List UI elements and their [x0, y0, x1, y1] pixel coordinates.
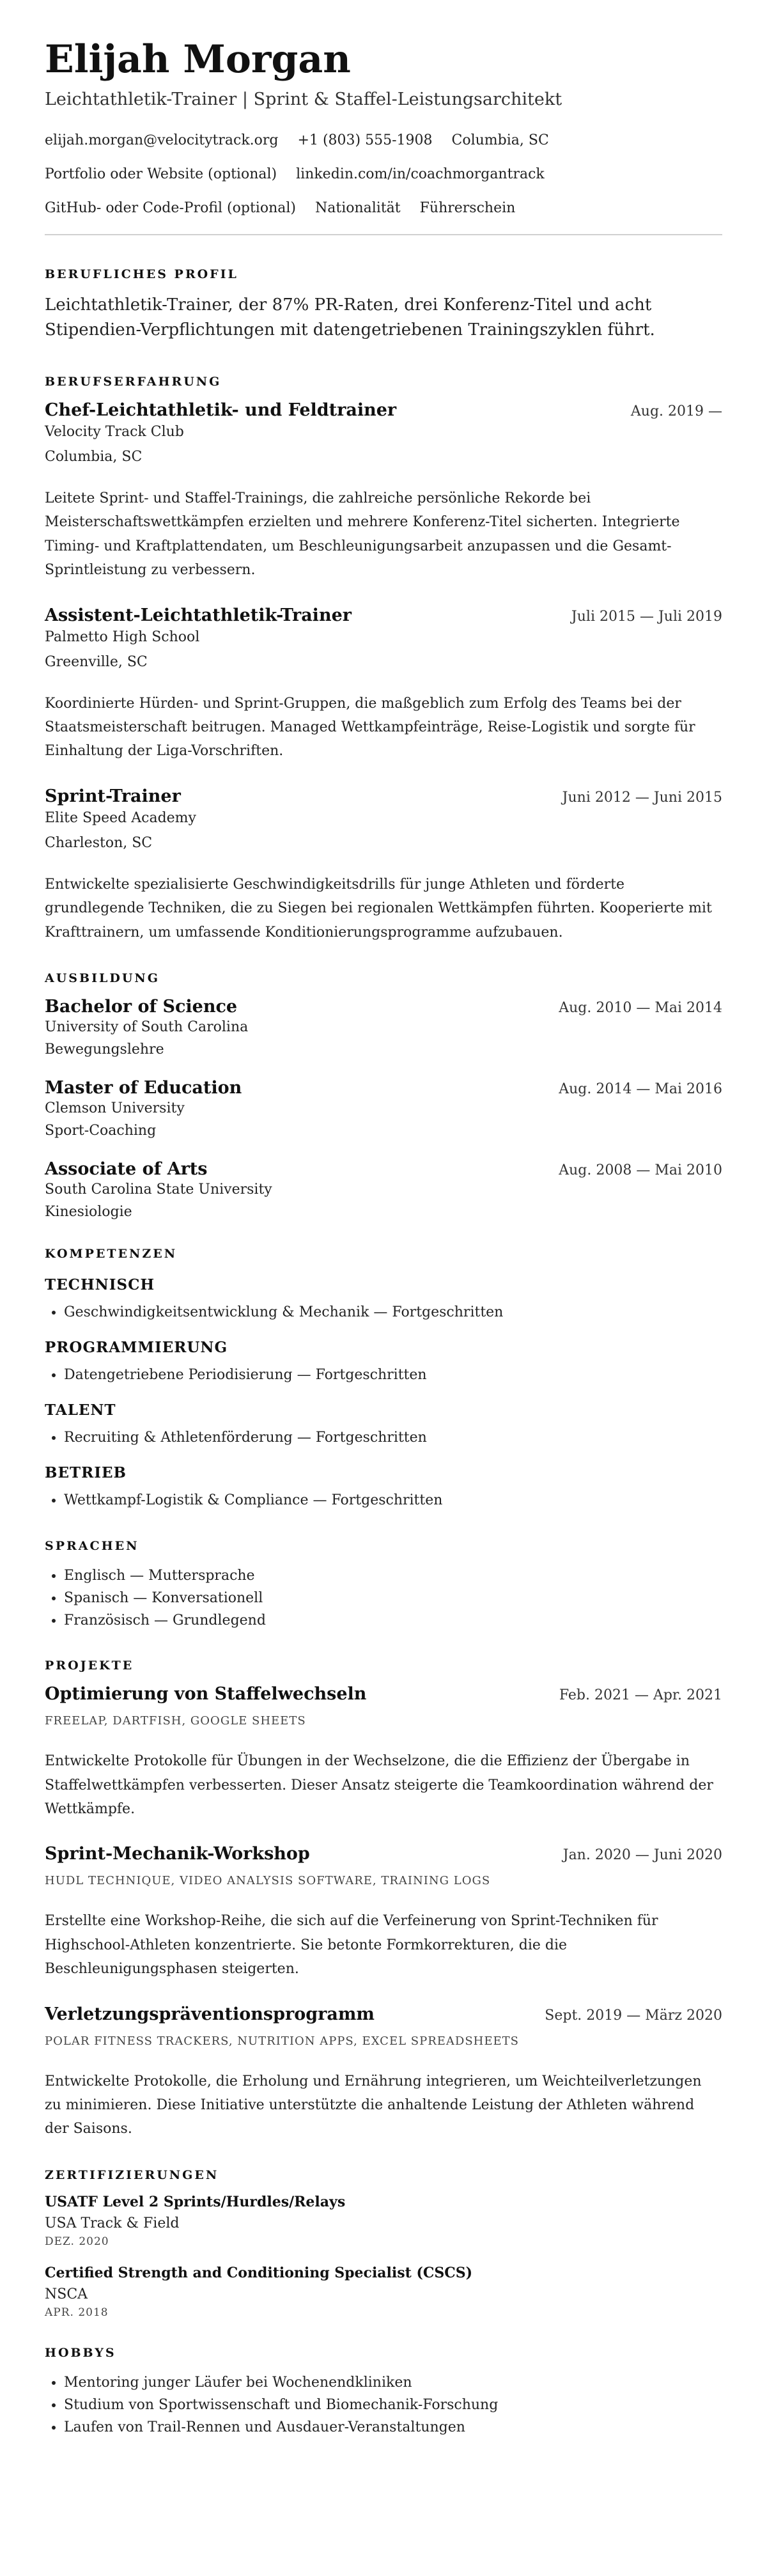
project-description: Entwickelte Protokolle für Übungen in der Wechselzone, die die Effizienz der Übergabe in Staffelwettkämpfen verbesserten. Dieser Ansatz steigerte die Teamkoordination während der Wettkämpfe.: [45, 1753, 713, 1817]
summary-section: [45, 267, 722, 343]
skill-category: TALENT: [45, 1401, 116, 1419]
resume-header: [45, 38, 722, 216]
project-date: Feb. 2021 — Apr. 2021: [559, 1687, 722, 1704]
job-date: Aug. 2019 —: [630, 403, 722, 419]
school-name: South Carolina State University: [45, 1181, 272, 1198]
contact-github[interactable]: GitHub- oder Code-Profil (optional): [45, 200, 296, 216]
education-section: [45, 971, 722, 1220]
skill-item: • Geschwindigkeitsentwicklung & Mechanik — Fortgeschritten: [64, 1301, 722, 1323]
skill-list: [45, 1364, 722, 1386]
cert-name: USATF Level 2 Sprints/Hurdles/Relays: [45, 2193, 346, 2210]
contact-nationality: Nationalität: [315, 200, 401, 216]
project-name: Verletzungspräventionsprogramm: [45, 2004, 375, 2024]
degree-title: Bachelor of Science: [45, 996, 238, 1017]
summary-text: Leichtathletik-Trainer, der 87% PR-Raten, drei Konferenz-Titel und acht Stipendien-Verpflichtungen mit datengetriebenen Trainingszyklen führt.: [45, 295, 655, 340]
project-date: Sept. 2019 — März 2020: [545, 2007, 722, 2024]
project-entry: [45, 2004, 722, 2141]
job-description: Leitete Sprint- und Staffel-Trainings, die zahlreiche persönliche Rekorde bei Meisterschaftswettkämpfen erzielten und mehrere Konferenz-Titel sicherten. Integrierte Timing- und Kraftplattendaten, um Beschleunigungsarbeit anzupassen und die Gesamt-Sprintleistung zu verbessern.: [45, 490, 680, 579]
project-description: Entwickelte Protokolle, die Erholung und Ernährung integrieren, um Weichteilverletzungen zu minimieren. Diese Initiative unterstützte die anhaltende Leistung der Athleten während der Saisons.: [45, 2073, 702, 2137]
summary-title: BERUFLICHES PROFIL: [45, 267, 238, 281]
languages-title: SPRACHEN: [45, 1538, 139, 1553]
skill-category: BETRIEB: [45, 1464, 127, 1482]
education-entry: [45, 1078, 722, 1139]
job-date: Juni 2012 — Juni 2015: [562, 789, 722, 806]
hobby-item: • Studium von Sportwissenschaft und Biomechanik-Forschung: [64, 2394, 722, 2416]
experience-title: BERUFSERFAHRUNG: [45, 375, 222, 389]
headline: Leichtathletik-Trainer | Sprint & Staffel-Leistungsarchitekt: [45, 90, 562, 109]
education-entry: [45, 1159, 722, 1220]
project-entry: [45, 1844, 722, 1981]
project-name: Optimierung von Staffelwechseln: [45, 1684, 367, 1705]
school-name: Clemson University: [45, 1100, 185, 1116]
candidate-name: Elijah Morgan: [45, 37, 351, 82]
project-name: Sprint-Mechanik-Workshop: [45, 1844, 310, 1864]
skill-list: [45, 1426, 722, 1449]
job-title: Chef-Leichtathletik- und Feldtrainer: [45, 400, 397, 420]
degree-title: Master of Education: [45, 1077, 242, 1098]
contact-linkedin[interactable]: linkedin.com/in/coachmorgantrack: [296, 166, 545, 182]
contact-phone[interactable]: +1 (803) 555-1908: [297, 132, 433, 148]
cert-date: APR. 2018: [45, 2306, 109, 2319]
projects-title: PROJEKTE: [45, 1659, 134, 1673]
languages-section: [45, 1539, 722, 1632]
certifications-title: ZERTIFIZIERUNGEN: [45, 2167, 219, 2182]
experience-entry: [45, 786, 722, 944]
certification-entry: [45, 2194, 722, 2248]
job-location: Columbia, SC: [45, 449, 143, 465]
degree-title: Associate of Arts: [45, 1159, 208, 1179]
job-employer: Elite Speed Academy: [45, 809, 196, 826]
skill-item: • Wettkampf-Logistik & Compliance — Fortgeschritten: [64, 1489, 722, 1511]
contact-row-1: [45, 132, 722, 148]
skill-item: • Recruiting & Athletenförderung — Fortgeschritten: [64, 1426, 722, 1449]
contact-portfolio[interactable]: Portfolio oder Website (optional): [45, 166, 277, 182]
contact-location: Columbia, SC: [451, 132, 549, 148]
hobby-item: • Mentoring junger Läufer bei Wochenendkliniken: [64, 2371, 722, 2394]
experience-section: [45, 375, 722, 944]
hobby-list: [45, 2371, 722, 2439]
school-name: University of South Carolina: [45, 1019, 249, 1035]
project-tech: POLAR FITNESS TRACKERS, NUTRITION APPS, EXCEL SPREADSHEETS: [45, 2034, 519, 2048]
study-field: Kinesiologie: [45, 1203, 132, 1220]
job-employer: Palmetto High School: [45, 628, 200, 645]
job-date: Juli 2015 — Juli 2019: [571, 608, 722, 625]
skills-title: KOMPETENZEN: [45, 1246, 178, 1261]
hobbies-section: [45, 2346, 722, 2439]
job-location: Charleston, SC: [45, 834, 153, 851]
study-field: Sport-Coaching: [45, 1122, 157, 1139]
project-date: Jan. 2020 — Juni 2020: [562, 1847, 722, 1864]
language-item: • Englisch — Muttersprache: [64, 1565, 722, 1587]
language-item: • Französisch — Grundlegend: [64, 1609, 722, 1632]
contact-email[interactable]: elijah.morgan@velocitytrack.org: [45, 132, 279, 148]
hobbies-title: HOBBYS: [45, 2345, 116, 2360]
experience-entry: [45, 605, 722, 763]
skill-item: • Datengetriebene Periodisierung — Fortgeschritten: [64, 1364, 722, 1386]
skill-list: [45, 1301, 722, 1323]
skills-section: [45, 1247, 722, 1512]
language-list: [45, 1565, 722, 1632]
job-employer: Velocity Track Club: [45, 424, 184, 440]
cert-date: DEZ. 2020: [45, 2235, 109, 2248]
cert-issuer: USA Track & Field: [45, 2215, 180, 2231]
contact-license: Führerschein: [419, 200, 516, 216]
job-title: Assistent-Leichtathletik-Trainer: [45, 605, 352, 625]
degree-date: Aug. 2014 — Mai 2016: [559, 1081, 722, 1097]
degree-date: Aug. 2008 — Mai 2010: [559, 1162, 722, 1178]
education-title: AUSBILDUNG: [45, 971, 160, 985]
degree-date: Aug. 2010 — Mai 2014: [559, 999, 722, 1016]
job-title: Sprint-Trainer: [45, 786, 181, 806]
job-location: Greenville, SC: [45, 653, 148, 670]
job-description: Entwickelte spezialisierte Geschwindigkeitsdrills für junge Athleten und förderte grundlegende Techniken, die zu Siegen bei regionalen Wettkämpfen führten. Kooperierte mit Krafttrainern, um umfassende Konditionierungsprogramme aufzubauen.: [45, 876, 712, 941]
study-field: Bewegungslehre: [45, 1041, 164, 1058]
project-tech: FREELAP, DARTFISH, GOOGLE SHEETS: [45, 1714, 306, 1728]
contact-row-2: [45, 166, 722, 182]
cert-issuer: NSCA: [45, 2286, 88, 2302]
education-entry: [45, 997, 722, 1058]
contact-row-3: [45, 200, 722, 216]
language-item: • Spanisch — Konversationell: [64, 1587, 722, 1609]
job-description: Koordinierte Hürden- und Sprint-Gruppen, die maßgeblich zum Erfolg des Teams bei der Staatsmeisterschaft beitrugen. Managed Wettkampfeinträge, Reise-Logistik und sorgte für Einhaltung der Liga-Vorschriften.: [45, 695, 695, 760]
projects-section: [45, 1659, 722, 2141]
project-description: Erstellte eine Workshop-Reihe, die sich auf die Verfeinerung von Sprint-Techniken für Highschool-Athleten konzentrierte. Sie betonte Formkorrekturen, die die Beschleunigungsphasen steigerten.: [45, 1913, 658, 1978]
project-tech: HUDL TECHNIQUE, VIDEO ANALYSIS SOFTWARE, TRAINING LOGS: [45, 1874, 491, 1888]
experience-entry: [45, 400, 722, 582]
certification-entry: [45, 2265, 722, 2319]
project-entry: [45, 1684, 722, 1821]
skill-category: TECHNISCH: [45, 1276, 155, 1293]
hobby-item: • Laufen von Trail-Rennen und Ausdauer-Veranstaltungen: [64, 2416, 722, 2439]
skill-category: PROGRAMMIERUNG: [45, 1339, 228, 1357]
cert-name: Certified Strength and Conditioning Specialist (CSCS): [45, 2264, 473, 2281]
certifications-section: [45, 2168, 722, 2319]
header-divider: [45, 234, 722, 235]
skill-list: [45, 1489, 722, 1511]
